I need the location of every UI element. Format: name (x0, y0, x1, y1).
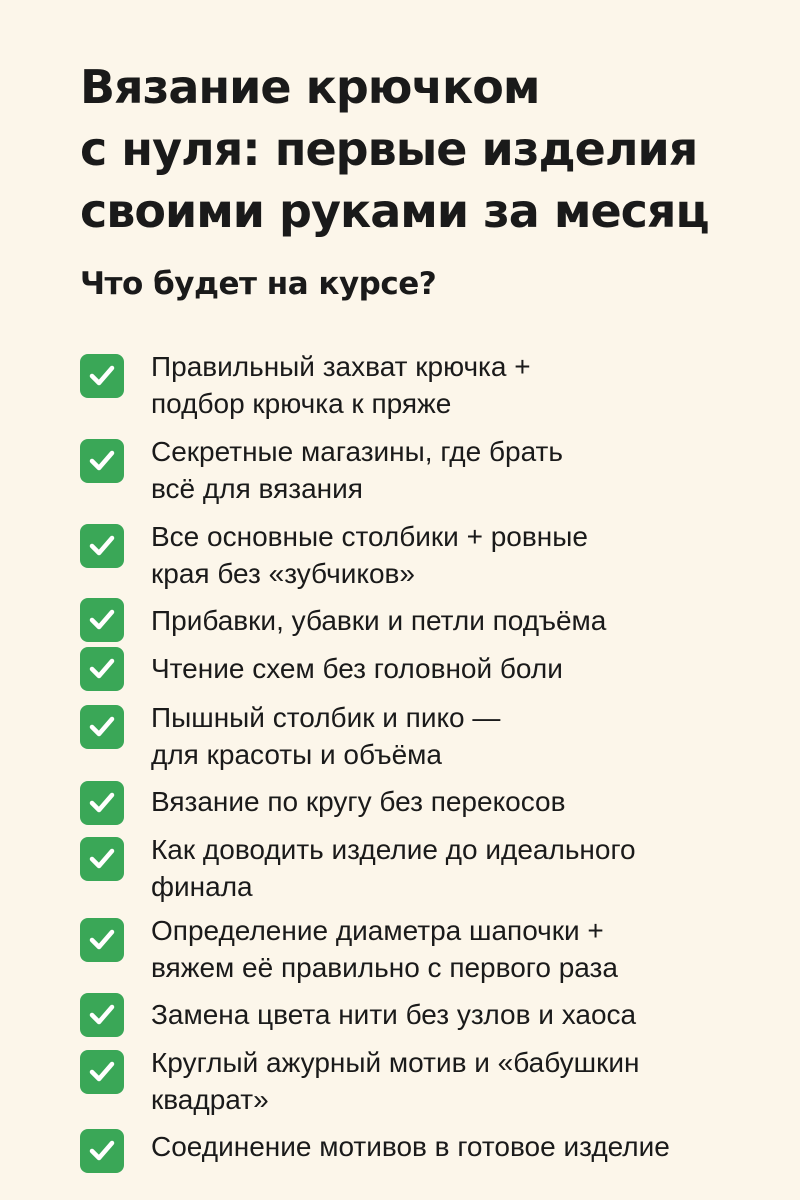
list-item-text (151, 433, 771, 507)
list-item-line: всё для вязания (151, 473, 363, 504)
list-item-line: Все основные столбики + ровные (151, 521, 588, 552)
section-heading: Что будет на курсе? (80, 266, 437, 302)
list-item-text (151, 518, 771, 592)
list-item-text (151, 996, 771, 1033)
list-item-line: Пышный столбик и пико — (151, 702, 501, 733)
list-item-line: для красоты и объёма (151, 739, 443, 770)
checkmark-box-icon (80, 705, 124, 749)
checkmark-box-icon (80, 993, 124, 1037)
list-item-text (151, 650, 771, 687)
page-title (80, 56, 760, 242)
checkmark-box-icon (80, 1129, 124, 1173)
title-line-1: Вязание крючком (80, 60, 540, 114)
checkmark-box-icon (80, 837, 124, 881)
list-item-text (151, 1044, 771, 1118)
list-item-text (151, 699, 771, 773)
list-item-line: Круглый ажурный мотив и «бабушкин (151, 1047, 640, 1078)
checkmark-box-icon (80, 439, 124, 483)
list-item-line: Секретные магазины, где брать (151, 436, 563, 467)
checkmark-box-icon (80, 354, 124, 398)
list-item-text (151, 1128, 771, 1165)
list-item-line: Прибавки, убавки и петли подъёма (151, 605, 607, 636)
checkmark-box-icon (80, 1050, 124, 1094)
list-item-line: вяжем её правильно с первого раза (151, 952, 618, 983)
checkmark-box-icon (80, 647, 124, 691)
list-item-line: Чтение схем без головной боли (151, 653, 563, 684)
list-item-text (151, 912, 771, 986)
checkmark-box-icon (80, 598, 124, 642)
list-item-line: Как доводить изделие до идеального (151, 834, 636, 865)
list-item-line: Соединение мотивов в готовое изделие (151, 1131, 670, 1162)
list-item-text (151, 831, 771, 905)
checkmark-box-icon (80, 781, 124, 825)
list-item-line: квадрат» (151, 1084, 269, 1115)
checkmark-box-icon (80, 524, 124, 568)
list-item-line: Вязание по кругу без перекосов (151, 786, 566, 817)
list-item-line: Определение диаметра шапочки + (151, 915, 604, 946)
checkmark-box-icon (80, 918, 124, 962)
title-line-2: с нуля: первые изделия (80, 122, 698, 176)
list-item-text (151, 783, 771, 820)
list-item-line: Правильный захват крючка + (151, 351, 531, 382)
list-item-line: подбор крючка к пряже (151, 388, 452, 419)
list-item-line: края без «зубчиков» (151, 558, 415, 589)
list-item-line: Замена цвета нити без узлов и хаоса (151, 999, 637, 1030)
list-item-text (151, 348, 771, 422)
title-line-3: своими руками за месяц (80, 184, 709, 238)
list-item-line: финала (151, 871, 253, 902)
list-item-text (151, 602, 771, 639)
